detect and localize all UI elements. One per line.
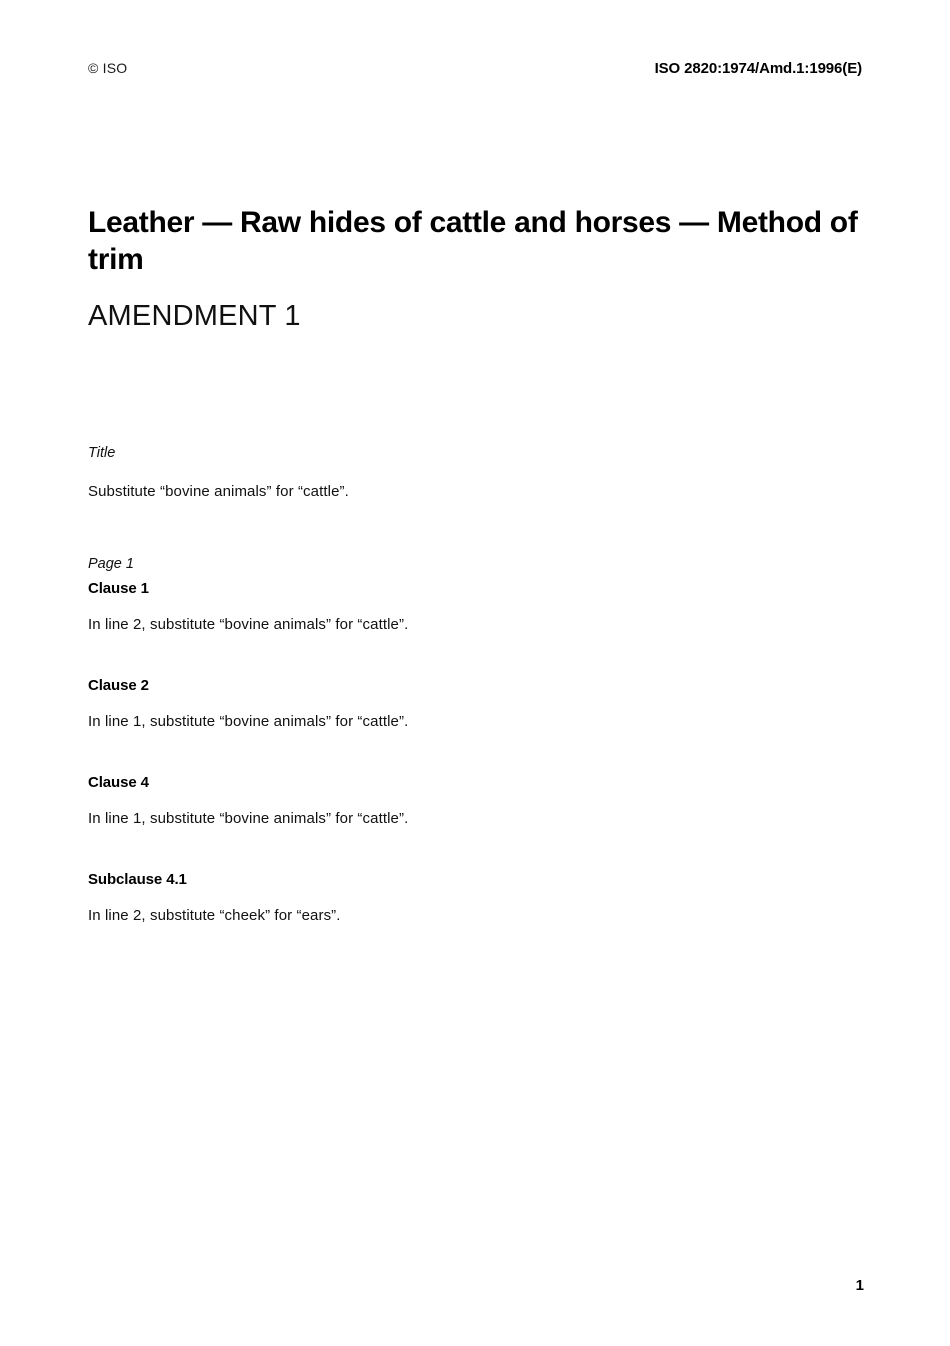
standard-reference: ISO 2820:1974/Amd.1:1996(E) — [654, 60, 862, 77]
amendment-label: AMENDMENT 1 — [88, 300, 301, 333]
page-header — [88, 60, 862, 77]
document-content — [88, 205, 863, 924]
clause-heading: Clause 2 — [88, 677, 149, 695]
page-number: 1 — [855, 1277, 864, 1294]
title-instruction: Substitute “bovine animals” for “cattle”. — [88, 483, 349, 501]
clause-instruction: In line 2, substitute “cheek” for “ears”. — [88, 907, 341, 925]
clause-instruction: In line 1, substitute “bovine animals” for “cattle”. — [88, 713, 409, 731]
clause-heading: Clause 4 — [88, 774, 149, 792]
amendment-body — [88, 445, 863, 924]
clause-instruction: In line 1, substitute “bovine animals” for “cattle”. — [88, 810, 409, 828]
clause-entry — [88, 580, 863, 633]
section-label-page: Page 1 — [88, 556, 134, 573]
page-title: Leather — Raw hides of cattle and horses — Method of trim — [88, 206, 858, 276]
clause-heading: Clause 1 — [88, 580, 149, 598]
section-label-title: Title — [88, 445, 116, 462]
clause-entry — [88, 871, 863, 924]
copyright-notice: © ISO — [88, 60, 128, 76]
clause-heading: Subclause 4.1 — [88, 871, 187, 889]
clause-entry — [88, 677, 863, 730]
clause-entry — [88, 774, 863, 827]
clause-instruction: In line 2, substitute “bovine animals” for “cattle”. — [88, 616, 409, 634]
